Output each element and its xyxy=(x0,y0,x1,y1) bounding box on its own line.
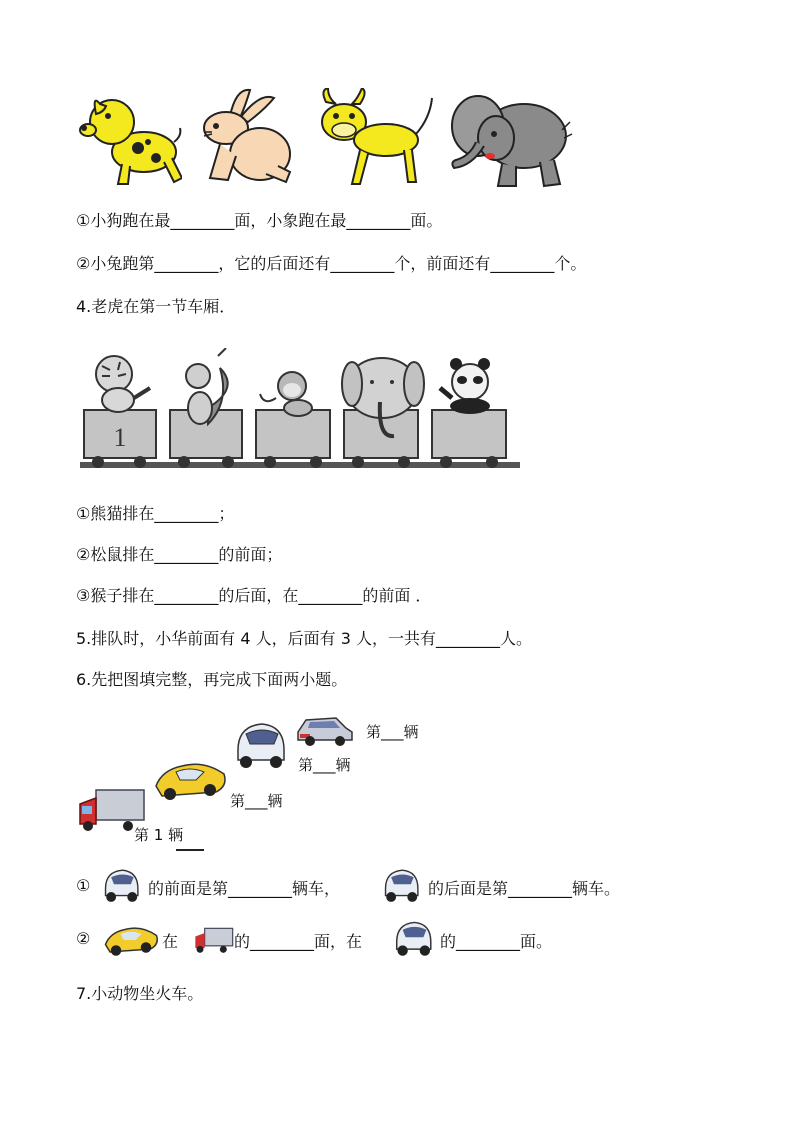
label-sedan: 第___辆 xyxy=(366,723,419,741)
q6-l2-text-b: 的________面，在 xyxy=(234,932,363,951)
train-car-5 xyxy=(432,410,506,468)
q4-line3: ③猴子排在________的后面，在________的前面 ． xyxy=(76,586,432,605)
train-car-1-number: 1 xyxy=(113,423,127,452)
q3-line1: ①小狗跑在最________面，小象跑在最________面。 xyxy=(76,211,443,230)
compact-car-small-icon-3 xyxy=(392,918,434,958)
truck-small-icon xyxy=(194,926,234,954)
train-car-3 xyxy=(256,410,330,468)
label-compact-car: 第___辆 xyxy=(298,756,351,774)
q6-l1-number: ① xyxy=(76,876,91,895)
animals-row xyxy=(76,86,576,190)
q6-l2-text-c: 的________面。 xyxy=(440,932,553,951)
q6-l1-text-a: 的前面是第________辆车， xyxy=(148,879,341,898)
q5-title: 5.排队时，小华前面有 4 人，后面有 3 人，一共有________人。 xyxy=(76,629,532,648)
q6-l2-text-a: 在 xyxy=(162,932,179,951)
compact-car-small-icon xyxy=(100,866,142,904)
label-truck: 第 1 辆 xyxy=(134,826,184,844)
train-image xyxy=(80,348,520,482)
q6-title: 6.先把图填完整，再完成下面两小题。 xyxy=(76,670,348,689)
ox-image xyxy=(312,88,440,188)
rabbit-image xyxy=(190,86,294,186)
dog-image xyxy=(78,92,182,188)
tiger-icon xyxy=(96,356,150,412)
elephant-image xyxy=(444,86,574,190)
compact-car-small-icon-2 xyxy=(380,866,422,904)
sports-car-small-icon xyxy=(102,922,160,958)
q6-l2-number: ② xyxy=(76,929,91,948)
panda-icon xyxy=(440,358,490,414)
q4-title: 4.老虎在第一节车厢． xyxy=(76,297,236,316)
q4-line1: ①熊猫排在________； xyxy=(76,504,235,523)
label-sports-car: 第___辆 xyxy=(230,792,283,810)
q6-l1-text-b: 的后面是第________辆车。 xyxy=(428,879,621,898)
sports-car-icon xyxy=(152,756,228,804)
q7-title: 7.小动物坐火车。 xyxy=(76,984,204,1003)
q4-line2: ②松鼠排在________的前面； xyxy=(76,545,283,564)
q3-line2: ②小兔跑第________，它的后面还有________个，前面还有________个。 xyxy=(76,254,587,273)
compact-car-icon xyxy=(232,718,288,772)
sedan-icon xyxy=(296,710,354,748)
label-truck-underline xyxy=(176,849,204,851)
